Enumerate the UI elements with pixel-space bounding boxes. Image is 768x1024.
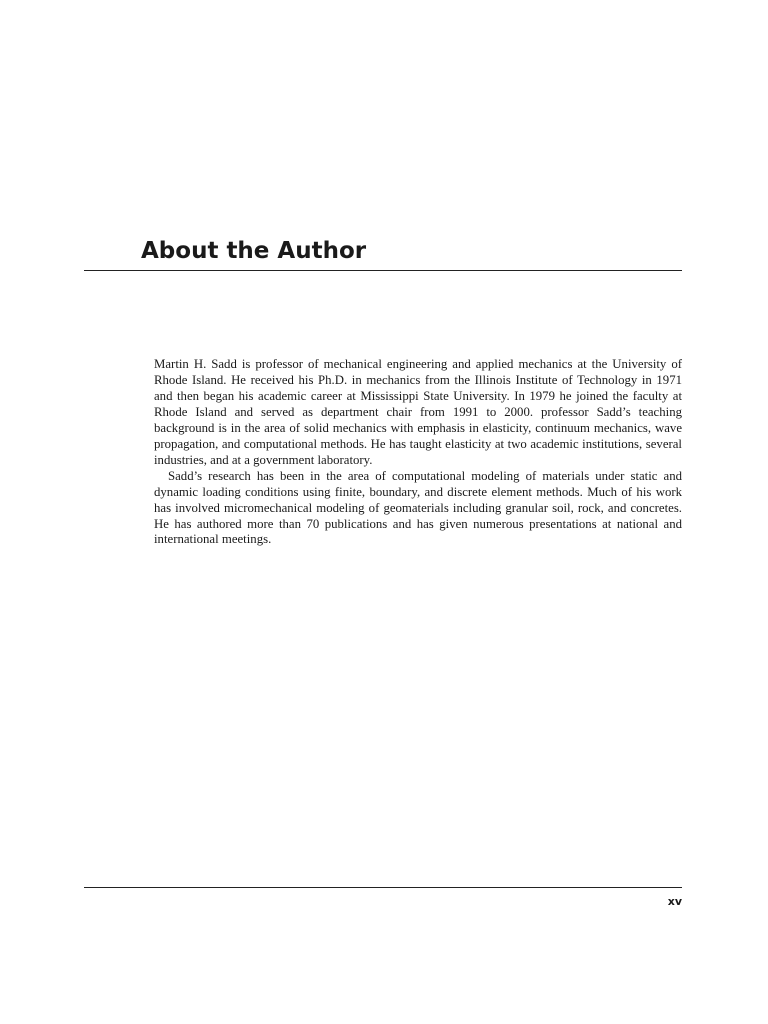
bio-paragraph: Sadd’s research has been in the area of computational modeling of materials under static and dynamic loading conditions using finite, boundary, and discrete element methods. Much of his work has involved micromechanical modeling of geomaterials including granular soil, rock, and concretes. He has authored more than 70 publications and has given numerous presentations at national and international meetings. [154,468,682,547]
page-number: xv [667,895,682,908]
footer-rule [84,887,682,888]
title-rule [84,270,682,271]
bio-paragraph: Martin H. Sadd is professor of mechanical engineering and applied mechanics at the University of Rhode Island. He received his Ph.D. in mechanics from the Illinois Institute of Technology in 1971 and then began his academic career at Mississippi State University. In 1979 he joined the faculty at Rhode Island and served as department chair from 1991 to 2000. professor Sadd’s teaching background is in the area of solid mechanics with emphasis in elasticity, continuum mechanics, wave propagation, and computational methods. He has taught elasticity at two academic institutions, several industries, and at a government laboratory. [154,357,682,467]
author-bio [154,357,682,548]
page-title: About the Author [141,238,367,264]
